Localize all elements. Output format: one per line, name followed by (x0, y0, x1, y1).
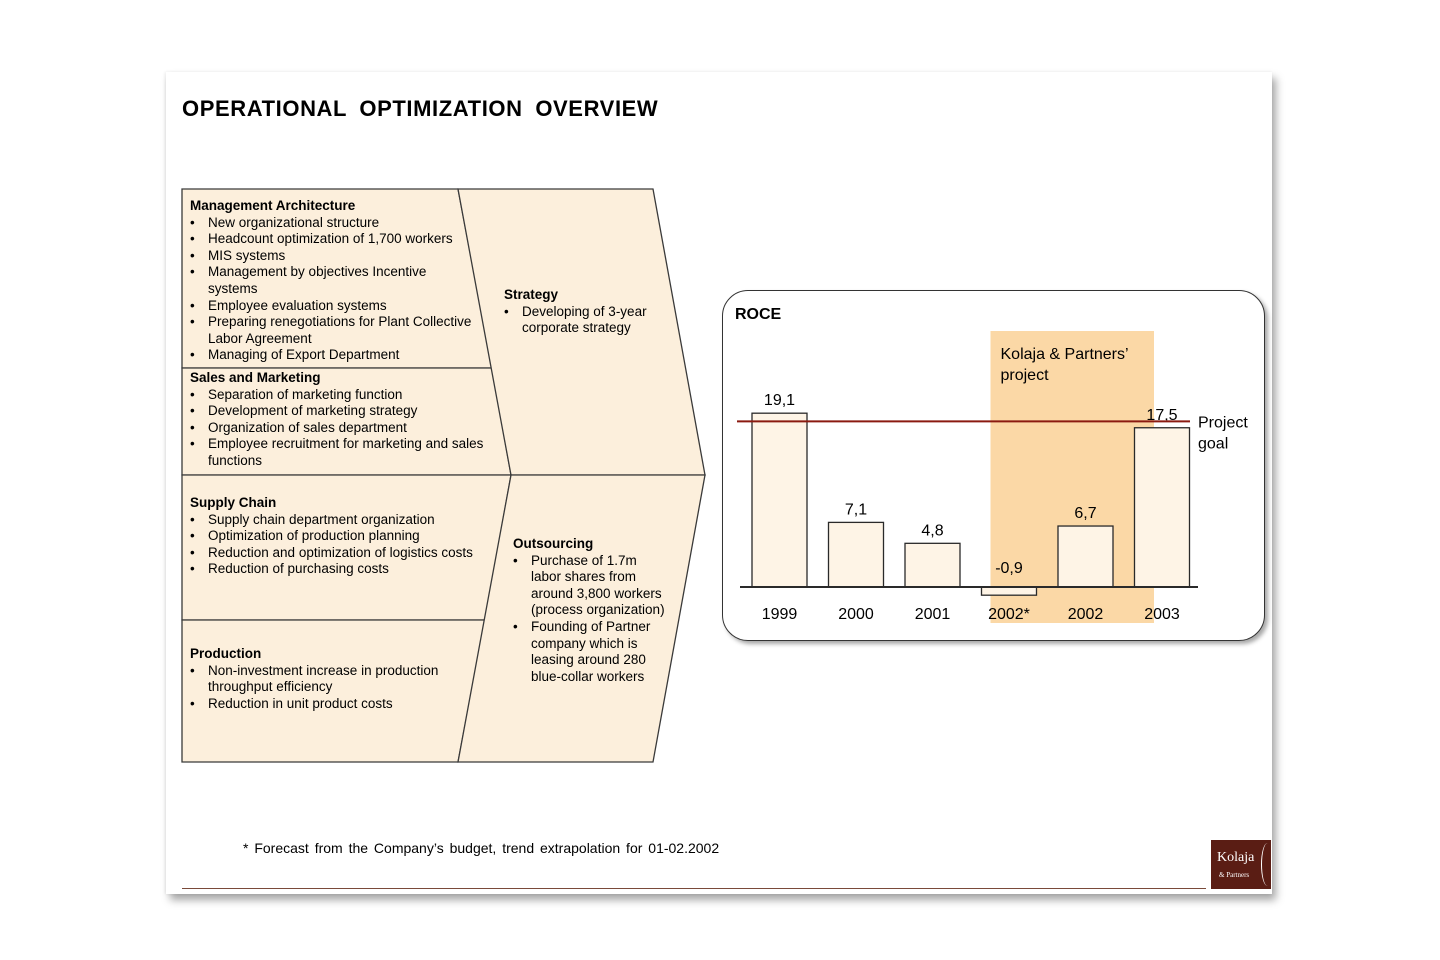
list-item: • Headcount optimization of 1,700 workers (190, 231, 471, 248)
page-title: OPERATIONAL OPTIMIZATION OVERVIEW (182, 96, 659, 121)
goal-label: Project (1198, 414, 1248, 432)
bar (1058, 526, 1113, 587)
list-item: • Non-investment increase in production (190, 663, 438, 680)
bar (1135, 428, 1190, 587)
list-item: • Management by objectives Incentive (190, 264, 471, 281)
footer-divider (182, 888, 1206, 889)
data-label: 6,7 (1074, 505, 1097, 523)
x-tick-label: 2001 (914, 606, 951, 623)
outsourcing-heading: Outsourcing (513, 536, 594, 551)
list-item: • Managing of Export Department (190, 347, 471, 364)
bar (982, 587, 1037, 595)
list-item-continued: Labor Agreement (208, 330, 312, 346)
bar (905, 543, 960, 587)
list-item: • Purchase of 1.7m (513, 553, 665, 570)
list-item-continued: (process organization) (531, 602, 665, 618)
list-item-continued: company which is (531, 635, 638, 651)
highlight-label: Kolaja & Partners’ (1000, 346, 1129, 363)
list-item-continued: around 3,800 workers (531, 585, 662, 601)
data-label: 19,1 (763, 392, 796, 410)
list-item: • Development of marketing strategy (190, 403, 483, 420)
logo-name: Kolaja (1217, 850, 1255, 865)
list-item-continued: blue-collar workers (531, 668, 645, 684)
list-item-continued: functions (208, 452, 263, 468)
list-item: • New organizational structure (190, 215, 471, 232)
bar (829, 522, 884, 587)
list-item: • Employee recruitment for marketing and sales (190, 436, 483, 453)
company-logo (1211, 840, 1271, 889)
list-item: • Employee evaluation systems (190, 298, 471, 315)
list-item: • Reduction in unit product costs (190, 696, 438, 713)
list-item-continued: systems (208, 280, 258, 296)
data-label: 4,8 (921, 522, 944, 540)
list-item: • Separation of marketing function (190, 387, 483, 404)
sales-heading: Sales and Marketing (190, 370, 321, 385)
management-heading: Management Architecture (190, 198, 356, 213)
list-item: • Supply chain department organization (190, 512, 473, 529)
chart-title: ROCE (735, 306, 782, 323)
list-item: • Optimization of production planning (190, 528, 473, 545)
data-label: 17,5 (1146, 406, 1178, 424)
list-item-continued: throughput efficiency (208, 679, 333, 695)
list-item-continued: corporate strategy (522, 320, 631, 336)
data-label: 7,1 (844, 501, 868, 519)
list-item: • Reduction and optimization of logistics costs (190, 545, 473, 562)
x-tick-label: 2002 (1067, 606, 1104, 623)
list-item: • Founding of Partner (513, 619, 665, 636)
list-item: • Preparing renegotiations for Plant Collective (190, 314, 471, 331)
list-item: • Organization of sales department (190, 420, 483, 437)
list-item: • Reduction of purchasing costs (190, 561, 473, 578)
list-item: • MIS systems (190, 248, 471, 265)
supply-heading: Supply Chain (190, 495, 277, 510)
list-item: • Developing of 3-year (504, 304, 647, 321)
logo-sub: & Partners (1219, 871, 1250, 879)
list-item-continued: labor shares from (531, 569, 637, 585)
x-tick-label: 2002* (988, 606, 1030, 623)
x-tick-label: 2003 (1144, 606, 1180, 623)
strategy-heading: Strategy (504, 287, 559, 302)
list-item-continued: leasing around 280 (531, 652, 646, 668)
footnote: * Forecast from the Company’s budget, trend extrapolation for 01-02.2002 (243, 840, 720, 856)
bar (752, 413, 807, 587)
goal-label: goal (1198, 435, 1229, 453)
x-tick-label: 1999 (761, 606, 798, 623)
highlight-label: project (1000, 367, 1049, 384)
data-label: -0,9 (995, 560, 1023, 577)
production-heading: Production (190, 646, 262, 661)
x-tick-label: 2000 (838, 606, 874, 623)
logo-arc (1261, 843, 1271, 886)
